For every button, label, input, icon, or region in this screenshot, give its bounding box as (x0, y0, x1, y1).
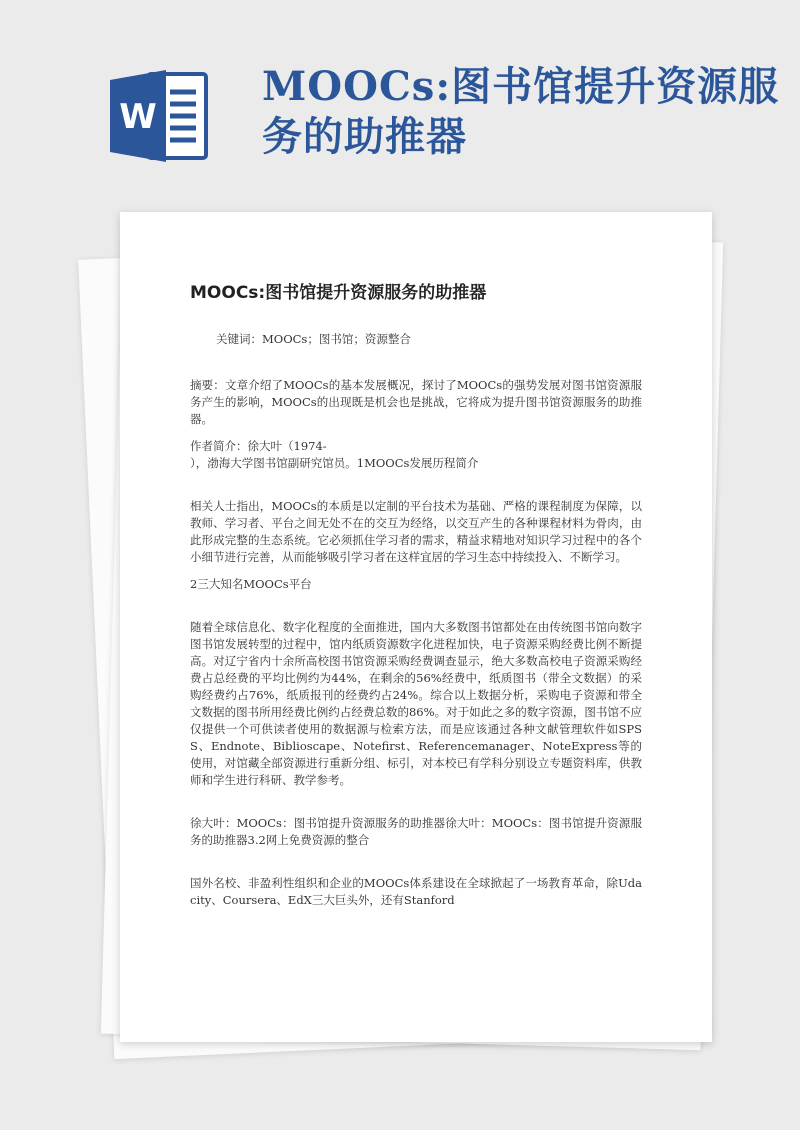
document-title: MOOCs:图书馆提升资源服务的助推器 (190, 283, 487, 303)
banner-title: MOOCs:图书馆提升资源服务的助推器 (262, 63, 780, 160)
keywords-line: 关键词：MOOCs；图书馆；资源整合 (216, 332, 411, 346)
document-page (120, 212, 712, 1042)
body-paragraph: 随着全球信息化、数字化程度的全面推进，国内大多数图书馆都处在由传统图书馆向数字图书馆发展转型的过程中，馆内纸质资源数字化进程加快，电子资源采购经费比例不断提高。对辽宁省内十余所高校图书馆资源采购经费调查显示，绝大多数高校电子资源采购经费占总经费的平均比例约为44%，在剩余的56%经费中，纸质图书（带全文数据）的采购经费约占76%，纸质报刊的经费约占24%。综合以上数据分析，采购电子资源和带全文数据的图书所用经费比例约占经费总数的86%。对于如此之多的数字资源，图书馆不应仅提供一个可供读者使用的数据源与检索方法，而是应该通过各种文献管理软件如SPSS、Endnote、Biblioscape、Notefirst、Referencemanager、NoteExpress等的使用，对馆藏全部资源进行重新分组、标引，对本校已有学科分别设立专题资料库，供教师和学生进行科研、教学参考。 (190, 620, 642, 787)
body-paragraph: 相关人士指出，MOOCs的本质是以定制的平台技术为基础、严格的课程制度为保障，以教师、学习者、平台之间无处不在的交互为经络，以交互产生的各种课程材料为骨肉，由此形成完整的生态系统。它必须抓住学习者的需求，精益求精地对知识学习过程中的各个小细节进行完善，从而能够吸引学习者在这样宜居的学习生态中持续投入、不断学习。 (190, 499, 642, 564)
document-body (190, 278, 642, 909)
section-heading: 2三大知名MOOCs平台 (190, 577, 312, 591)
author-line: 作者简介：徐大叶（1974- (190, 439, 327, 453)
svg-text:W: W (119, 97, 157, 137)
body-paragraph: 徐大叶：MOOCs：图书馆提升资源服务的助推器徐大叶：MOOCs：图书馆提升资源服务的助推器3.2网上免费资源的整合 (190, 816, 642, 847)
word-document-icon (108, 66, 212, 166)
body-paragraph: 国外名校、非盈利性组织和企业的MOOCs体系建设在全球掀起了一场教育革命，除Udacity、Coursera、EdX三大巨头外，还有Stanford (190, 876, 642, 907)
abstract-paragraph: 摘要：文章介绍了MOOCs的基本发展概况，探讨了MOOCs的强势发展对图书馆资源服务产生的影响，MOOCs的出现既是机会也是挑战，它将成为提升图书馆资源服务的助推器。 (190, 378, 642, 426)
author-line: ），渤海大学图书馆副研究馆员。1MOOCs发展历程简介 (190, 456, 479, 470)
